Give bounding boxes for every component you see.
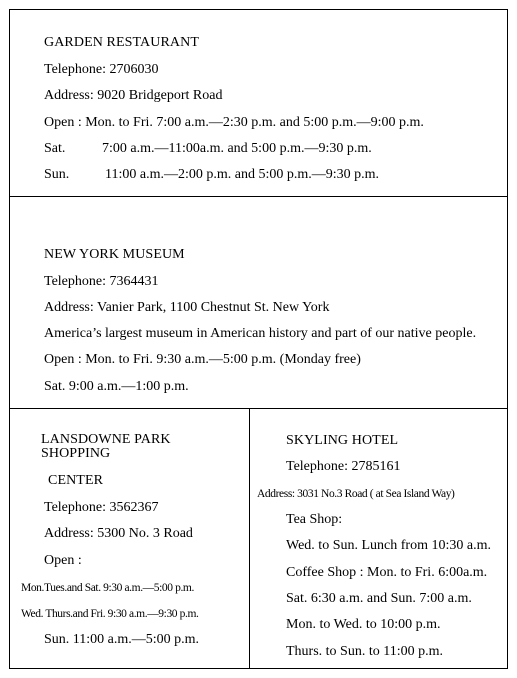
- garden-sat-label: Sat.: [44, 141, 66, 156]
- hotel-telephone: Telephone: 2785161: [286, 459, 401, 474]
- garden-address: Address: 9020 Bridgeport Road: [44, 88, 223, 103]
- shopping-telephone: Telephone: 3562367: [44, 500, 159, 515]
- garden-name: GARDEN RESTAURANT: [44, 35, 199, 50]
- shopping-hours-1: Mon.Tues.and Sat. 9:30 a.m.—5:00 p.m.: [21, 582, 194, 594]
- shopping-name-line2: SHOPPING: [41, 446, 111, 461]
- hotel-column: [250, 409, 507, 668]
- shopping-hours-3: Sun. 11:00 a.m.—5:00 p.m.: [44, 632, 200, 647]
- hotel-mon-wed: Mon. to Wed. to 10:00 p.m.: [286, 617, 441, 632]
- garden-sun-hours: 11:00 a.m.—2:00 p.m. and 5:00 p.m.—9:30 p.m.: [105, 167, 380, 182]
- hotel-address: Address: 3031 No.3 Road ( at Sea Island Way): [257, 488, 455, 500]
- garden-sat-hours: 7:00 a.m.—11:00a.m. and 5:00 p.m.—9:30 p.m.: [102, 141, 372, 156]
- shopping-open-label: Open :: [44, 553, 82, 568]
- hotel-sat-sun: Sat. 6:30 a.m. and Sun. 7:00 a.m.: [286, 591, 472, 606]
- garden-telephone: Telephone: 2706030: [44, 62, 159, 77]
- hotel-coffee-hours: Coffee Shop : Mon. to Fri. 6:00a.m.: [286, 565, 488, 580]
- museum-section: [10, 197, 507, 409]
- shopping-address: Address: 5300 No. 3 Road: [44, 526, 193, 541]
- hotel-name: SKYLING HOTEL: [286, 433, 399, 448]
- shopping-name-line3: CENTER: [48, 473, 104, 488]
- museum-sat: Sat. 9:00 a.m.—1:00 p.m.: [44, 379, 189, 394]
- garden-sun-label: Sun.: [44, 167, 70, 182]
- hotel-tea-label: Tea Shop:: [286, 512, 343, 527]
- info-sheet: [9, 9, 508, 669]
- museum-address: Address: Vanier Park, 1100 Chestnut St. New York: [44, 300, 330, 315]
- garden-open-weekday: Open : Mon. to Fri. 7:00 a.m.—2:30 p.m. and 5:00 p.m.—9:00 p.m.: [44, 115, 424, 130]
- hotel-tea-hours: Wed. to Sun. Lunch from 10:30 a.m.: [286, 538, 491, 553]
- shopping-hours-2: Wed. Thurs.and Fri. 9:30 a.m.—9:30 p.m.: [21, 608, 199, 620]
- hotel-thu-sun: Thurs. to Sun. to 11:00 p.m.: [286, 644, 443, 659]
- shopping-name-line1: LANSDOWNE PARK: [41, 432, 171, 447]
- museum-open-weekday: Open : Mon. to Fri. 9:30 a.m.—5:00 p.m. (Monday free): [44, 352, 361, 367]
- shopping-center-column: [10, 409, 250, 668]
- museum-description: America’s largest museum in American history and part of our native people.: [44, 326, 477, 341]
- museum-telephone: Telephone: 7364431: [44, 274, 159, 289]
- museum-name: NEW YORK MUSEUM: [44, 247, 185, 262]
- bottom-section: [10, 409, 507, 668]
- garden-restaurant-section: [10, 10, 507, 197]
